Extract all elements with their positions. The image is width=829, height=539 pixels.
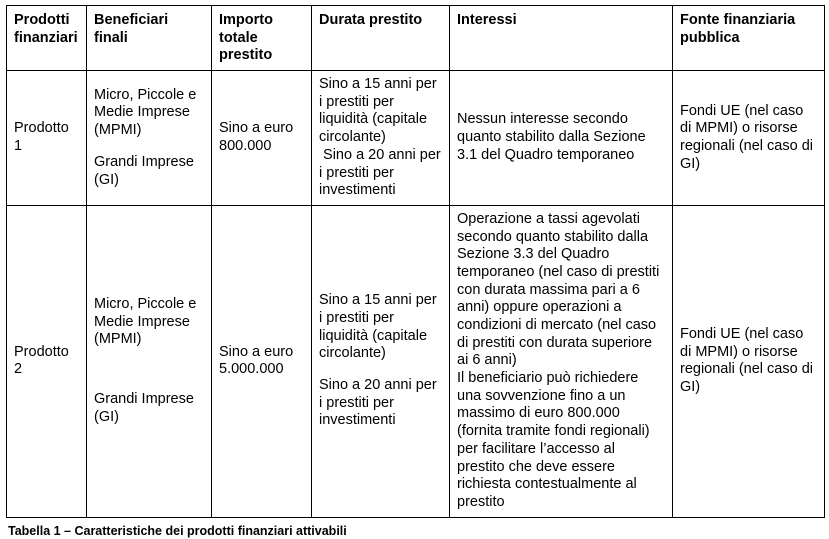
- cell-importo: Sino a euro 5.000.000: [212, 205, 312, 517]
- beneficiari-mpmi: Micro, Piccole e Medie Imprese (MPMI): [94, 296, 201, 348]
- cell-prodotto: Prodotto 1: [7, 71, 87, 206]
- cell-durata: [312, 205, 450, 517]
- durata-investimenti: Sino a 20 anni per i prestiti per investimenti: [319, 146, 445, 199]
- beneficiari-mpmi: Micro, Piccole e Medie Imprese (MPMI): [94, 86, 201, 139]
- table-header-row: [7, 6, 825, 71]
- cell-interessi: [450, 71, 673, 206]
- cell-fonte: Fondi UE (nel caso di MPMI) o risorse regionali (nel caso di GI): [673, 71, 825, 206]
- table-body: [7, 71, 825, 518]
- financial-products-table: [6, 5, 825, 518]
- column-header-durata-prestito: Durata prestito: [312, 6, 450, 71]
- durata-liquidita: Sino a 15 anni per i prestiti per liquidità (capitale circolante): [319, 292, 441, 362]
- cell-prodotto: Prodotto 2: [7, 205, 87, 517]
- cell-fonte: Fondi UE (nel caso di MPMI) o risorse regionali (nel caso di GI): [673, 205, 825, 517]
- cell-beneficiari: [87, 205, 212, 517]
- interessi-testo-1: Nessun interesse secondo quanto stabilito dalla Sezione 3.1 del Quadro temporaneo: [457, 111, 650, 163]
- cell-interessi: [450, 205, 673, 517]
- cell-durata: [312, 71, 450, 206]
- beneficiari-gi: Grandi Imprese (GI): [94, 153, 198, 188]
- cell-beneficiari: [87, 71, 212, 206]
- cell-importo: Sino a euro 800.000: [212, 71, 312, 206]
- durata-investimenti: Sino a 20 anni per i prestiti per investimenti: [319, 377, 441, 429]
- interessi-testo-2: Il beneficiario può richiedere una sovvenzione fino a un massimo di euro 800.000 (fornita tramite fondi regionali) per facilitare l’accesso al prestito che deve essere richiesta contestualmente al prestito: [457, 370, 654, 510]
- table-row: [7, 71, 825, 206]
- column-header-prodotti-finanziari: Prodotti finanziari: [7, 6, 87, 71]
- beneficiari-gi: Grandi Imprese (GI): [94, 391, 198, 425]
- table-caption: Tabella 1 – Caratteristiche dei prodotti finanziari attivabili: [8, 523, 347, 538]
- table-header: [7, 6, 825, 71]
- table-row: [7, 205, 825, 517]
- column-header-importo-totale-prestito: Importo totale prestito: [212, 6, 312, 71]
- durata-liquidita: Sino a 15 anni per i prestiti per liquidità (capitale circolante): [319, 76, 441, 146]
- column-header-beneficiari-finali: Beneficiari finali: [87, 6, 212, 71]
- interessi-testo-1: Operazione a tassi agevolati secondo quanto stabilito dalla Sezione 3.3 del Quadro temporaneo (nel caso di prestiti con durata massima pari a 6 anni) oppure operazioni a condizioni di mercato (nel caso di prestiti con durata superiore ai 6 anni): [457, 210, 664, 369]
- column-header-fonte-finanziaria-pubblica: Fonte finanziaria pubblica: [673, 6, 825, 71]
- column-header-interessi: Interessi: [450, 6, 673, 71]
